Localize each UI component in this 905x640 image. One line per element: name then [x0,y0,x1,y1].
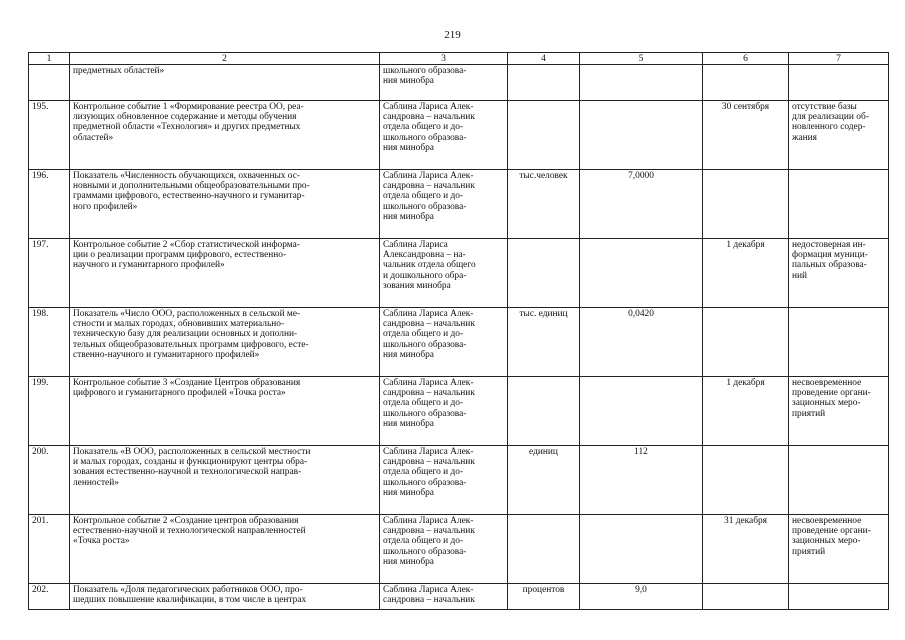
row-number-cell: 196. [29,170,70,239]
description-cell: предметных областей» [70,65,380,101]
description-cell: Показатель «Число ООО, расположенных в сельской ме- стности и малых городах, обновивших материально- техническую базу для реализации основных и дополни- тельных общеобразовательных программ цифрового, есте- ственно-научного и гуманитарного профилей» [70,308,380,377]
table-row [29,101,889,170]
table-row [29,446,889,515]
table-row [29,239,889,308]
date-cell [703,65,789,101]
value-cell [580,377,703,446]
row-number-cell: 202. [29,584,70,610]
table-row [29,515,889,584]
unit-cell [508,65,580,101]
date-cell: 30 сентября [703,101,789,170]
column-header: 7 [789,53,889,65]
description-cell: Контрольное событие 2 «Сбор статистической информа- ции о реализации программ цифрового, естественно- научного и гуманитарного профилей» [70,239,380,308]
description-cell: Контрольное событие 2 «Создание центров образования естественно-научной и технологической направленностей «Точка роста» [70,515,380,584]
date-cell [703,308,789,377]
unit-cell: процентов [508,584,580,610]
risk-cell: отсутствие базы для реализации об- новленного содер- жания [789,101,889,170]
risk-cell [789,170,889,239]
value-cell [580,239,703,308]
description-cell: Контрольное событие 1 «Формирование реестра ОО, реа- лизующих обновленное содержание и методы обучения предметной области «Технология» и других предметных областей» [70,101,380,170]
date-cell: 1 декабря [703,239,789,308]
column-header: 5 [580,53,703,65]
value-cell [580,101,703,170]
value-cell: 9,0 [580,584,703,610]
row-number-cell: 197. [29,239,70,308]
responsible-cell: Саблина Лариса Алек- сандровна – начальник отдела общего и до- школьного образова- ния минобра [380,377,508,446]
table-row [29,170,889,239]
risk-cell: несвоевременное проведение органи- зационных меро- приятий [789,377,889,446]
value-cell [580,65,703,101]
value-cell: 112 [580,446,703,515]
risk-cell [789,65,889,101]
responsible-cell: школьного образова- ния минобра [380,65,508,101]
responsible-cell: Саблина Лариса Алек- сандровна – начальник отдела общего и до- школьного образова- ния минобра [380,446,508,515]
row-number-cell [29,65,70,101]
responsible-cell: Саблина Лариса Алек- сандровна – начальник [380,584,508,610]
description-cell: Показатель «В ООО, расположенных в сельской местности и малых городах, созданы и функционируют центры обра- зования естественно-научной и технологической направ- ленностей» [70,446,380,515]
column-header: 2 [70,53,380,65]
document-table [28,52,889,610]
date-cell [703,446,789,515]
risk-cell [789,446,889,515]
row-number-cell: 200. [29,446,70,515]
column-header: 4 [508,53,580,65]
table-row [29,377,889,446]
description-cell: Показатель «Численность обучающихся, охваченных ос- новными и дополнительными общеобразовательными про- граммами цифрового, естественно-научного и гуманитар- ного профилей» [70,170,380,239]
row-number-cell: 198. [29,308,70,377]
unit-cell [508,101,580,170]
date-cell [703,584,789,610]
row-number-cell: 195. [29,101,70,170]
risk-cell: недостоверная ин- формация муници- пальных образова- ний [789,239,889,308]
responsible-cell: Саблина Лариса Александровна – на- чальник отдела общего и дошкольного обра- зования минобра [380,239,508,308]
responsible-cell: Саблина Лариса Алек- сандровна – начальник отдела общего и до- школьного образова- ния минобра [380,101,508,170]
column-header: 6 [703,53,789,65]
row-number-cell: 199. [29,377,70,446]
row-number-cell: 201. [29,515,70,584]
value-cell: 7,0000 [580,170,703,239]
date-cell [703,170,789,239]
column-header: 1 [29,53,70,65]
risk-cell: несвоевременное проведение органи- зационных меро- приятий [789,515,889,584]
responsible-cell: Саблина Лариса Алек- сандровна – начальник отдела общего и до- школьного образова- ния минобра [380,515,508,584]
unit-cell: тыс.человек [508,170,580,239]
value-cell [580,515,703,584]
description-cell: Показатель «Доля педагогических работников ООО, про- шедших повышение квалификации, в том числе в центрах [70,584,380,610]
column-header: 3 [380,53,508,65]
table-row [29,584,889,610]
responsible-cell: Саблина Лариса Алек- сандровна – начальник отдела общего и до- школьного образова- ния минобра [380,308,508,377]
continuation-row [29,65,889,101]
unit-cell [508,515,580,584]
unit-cell [508,377,580,446]
column-number-row [29,53,889,65]
unit-cell: тыс. единиц [508,308,580,377]
responsible-cell: Саблина Лариса Алек- сандровна – начальник отдела общего и до- школьного образова- ния минобра [380,170,508,239]
description-cell: Контрольное событие 3 «Создание Центров образования цифрового и гуманитарного профилей «Точка роста» [70,377,380,446]
unit-cell: единиц [508,446,580,515]
value-cell: 0,0420 [580,308,703,377]
date-cell: 31 декабря [703,515,789,584]
table-row [29,308,889,377]
risk-cell [789,308,889,377]
date-cell: 1 декабря [703,377,789,446]
unit-cell [508,239,580,308]
page-number: 219 [444,29,461,41]
risk-cell [789,584,889,610]
